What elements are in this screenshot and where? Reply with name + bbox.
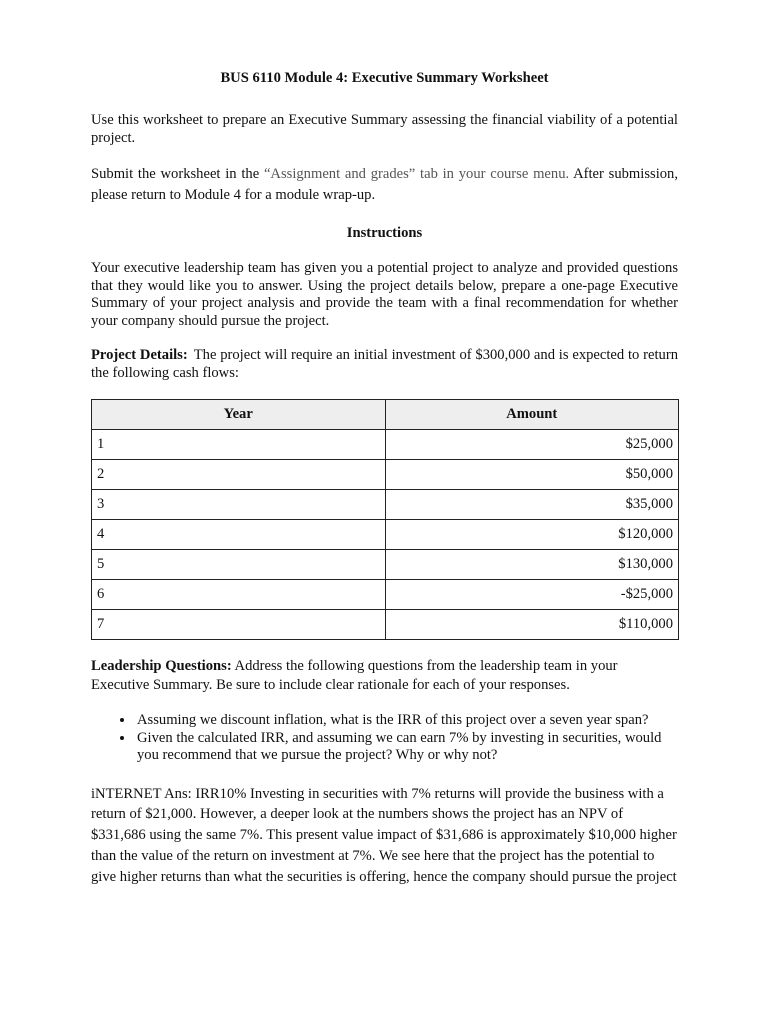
amount-cell: -$25,000 bbox=[385, 580, 679, 610]
year-cell: 2 bbox=[92, 460, 386, 490]
instructions-paragraph: Your executive leadership team has given you a potential project to analyze and provided questions that they would like you to answer. Using the project details below, prepare a one-page Executive Summary of your project analysis and provide the team with a final recommendation for whether your company should pursue the project. bbox=[91, 260, 678, 329]
amount-cell: $130,000 bbox=[385, 550, 679, 580]
year-cell: 6 bbox=[92, 580, 386, 610]
project-details-paragraph bbox=[91, 347, 678, 382]
list-item: • Assuming we discount inflation, what is the IRR of this project over a seven year span? bbox=[135, 712, 678, 730]
table-row bbox=[92, 580, 679, 610]
year-cell: 7 bbox=[92, 610, 386, 640]
amount-cell: $35,000 bbox=[385, 490, 679, 520]
amount-cell: $50,000 bbox=[385, 460, 679, 490]
amount-cell: $110,000 bbox=[385, 610, 679, 640]
submit-text-before: Submit the worksheet in the bbox=[91, 166, 264, 182]
intro-paragraph: Use this worksheet to prepare an Executive Summary assessing the financial viability of a potential project. bbox=[91, 112, 678, 146]
project-details-text: The project will require an initial investment of $300,000 and is expected to return the following cash flows: bbox=[91, 347, 679, 381]
questions-list bbox=[91, 712, 678, 765]
table-row bbox=[92, 430, 679, 460]
amount-cell: $120,000 bbox=[385, 520, 679, 550]
assignment-tab-reference: “Assignment and grades” tab in your course menu. bbox=[263, 166, 570, 182]
cash-flow-table bbox=[91, 399, 679, 640]
table-row bbox=[92, 520, 679, 550]
leadership-questions-paragraph bbox=[91, 657, 678, 695]
project-details-label: Project Details: bbox=[91, 347, 188, 363]
table-row bbox=[92, 490, 679, 520]
year-cell: 3 bbox=[92, 490, 386, 520]
year-cell: 5 bbox=[92, 550, 386, 580]
year-column-header: Year bbox=[92, 400, 386, 430]
year-cell: 4 bbox=[92, 520, 386, 550]
list-item: • Given the calculated IRR, and assuming we can earn 7% by investing in securities, would you recommend that we pursue the project? Why or why not? bbox=[135, 730, 678, 765]
answer-paragraph: iNTERNET Ans: IRR10% Investing in securities with 7% returns will provide the business with a return of $21,000. However, a deeper look at the numbers shows the project has an NPV of $331,686 using the same 7%. This present value impact of $31,686 is approximately $10,000 higher than the value of the return on investment at 7%. We see here that the project has the potential to give higher returns than what the securities is offering, hence the company should pursue the project bbox=[91, 785, 677, 885]
table-header-row bbox=[92, 400, 679, 430]
instructions-heading: Instructions bbox=[346, 225, 423, 241]
submit-paragraph bbox=[91, 164, 678, 206]
amount-cell: $25,000 bbox=[385, 430, 679, 460]
table-row bbox=[92, 460, 679, 490]
document-page bbox=[91, 68, 678, 887]
table-row bbox=[92, 610, 679, 640]
leadership-questions-text: Address the following questions from the leadership team in your Executive Summary. Be sure to include clear rationale for each of your responses. bbox=[91, 658, 618, 693]
table-row bbox=[92, 550, 679, 580]
amount-column-header: Amount bbox=[385, 400, 679, 430]
leadership-questions-label: Leadership Questions: bbox=[91, 658, 232, 674]
document-title: BUS 6110 Module 4: Executive Summary Worksheet bbox=[220, 70, 549, 86]
submit-text-after: After submission, please return to Module 4 for a module wrap-up. bbox=[91, 166, 678, 203]
year-cell: 1 bbox=[92, 430, 386, 460]
